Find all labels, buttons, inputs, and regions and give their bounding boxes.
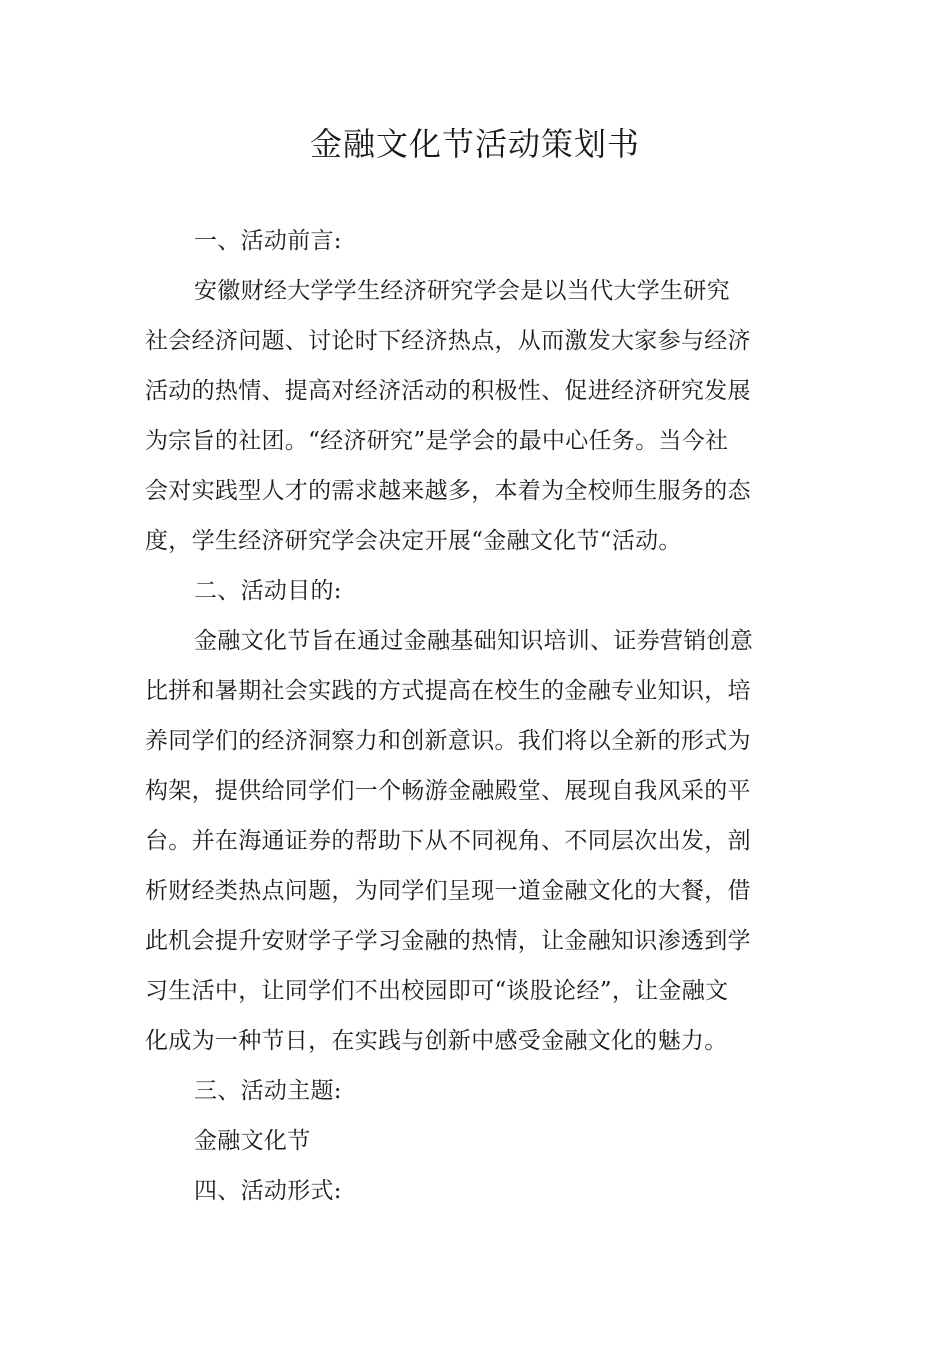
paragraph-line: 为宗旨的社团。“经济研究”是学会的最中心任务。当今社: [145, 428, 729, 454]
paragraph-line: 习生活中，让同学们不出校园即可“谈股论经”，让金融文: [145, 978, 729, 1004]
section-heading-preface: 一、活动前言:: [194, 228, 342, 254]
paragraph-line: 安徽财经大学学生经济研究学会是以当代大学生研究: [194, 278, 730, 304]
paragraph-line: 析财经类热点问题，为同学们呈现一道金融文化的大餐，借: [145, 878, 751, 904]
paragraph-line: 比拼和暑期社会实践的方式提高在校生的金融专业知识，培: [145, 678, 751, 704]
section-heading-format: 四、活动形式:: [194, 1178, 342, 1204]
paragraph-line: 此机会提升安财学子学习金融的热情，让金融知识渗透到学: [145, 928, 751, 954]
paragraph-line: 度，学生经济研究学会决定开展“金融文化节“活动。: [145, 528, 682, 554]
paragraph-line: 台。并在海通证券的帮助下从不同视角、不同层次出发，剖: [145, 828, 751, 854]
section-heading-theme: 三、活动主题:: [194, 1078, 342, 1104]
section-heading-purpose: 二、活动目的:: [194, 578, 342, 604]
paragraph-line: 活动的热情、提高对经济活动的积极性、促进经济研究发展: [145, 378, 751, 404]
paragraph-line: 化成为一种节日，在实践与创新中感受金融文化的魅力。: [145, 1028, 728, 1054]
document-title: 金融文化节活动策划书: [309, 125, 640, 163]
paragraph-line: 社会经济问题、讨论时下经济热点，从而激发大家参与经济: [145, 328, 751, 354]
paragraph-line: 会对实践型人才的需求越来越多，本着为全校师生服务的态: [145, 478, 751, 504]
paragraph-line: 金融文化节旨在通过金融基础知识培训、证券营销创意: [194, 628, 754, 654]
paragraph-line: 养同学们的经济洞察力和创新意识。我们将以全新的形式为: [145, 728, 751, 754]
paragraph-line: 构架，提供给同学们一个畅游金融殿堂、展现自我风采的平: [145, 778, 751, 804]
paragraph-line: 金融文化节: [194, 1128, 311, 1154]
